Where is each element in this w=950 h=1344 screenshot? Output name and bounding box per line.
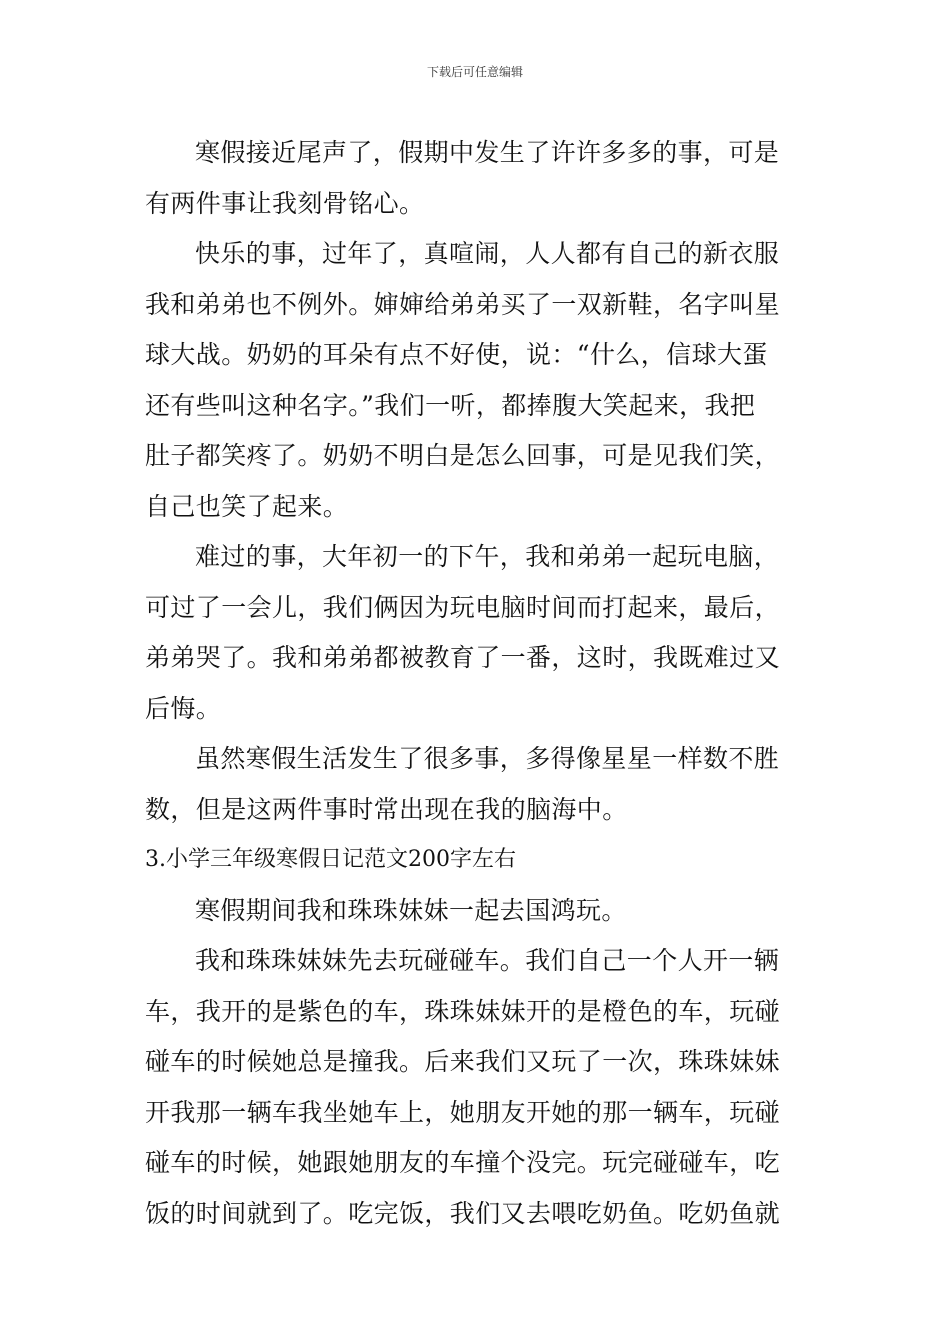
text-line: 寒假接近尾声了，假期中发生了许许多多的事，可是 <box>195 138 780 167</box>
text-line: 我和珠珠妹妹先去玩碰碰车。我们自己一个人开一辆 <box>195 946 780 975</box>
text-line: 难过的事，大年初一的下午，我和弟弟一起玩电脑， <box>195 542 780 571</box>
text-line: 自己也笑了起来。 <box>145 491 349 521</box>
text-line: 球大战。奶奶的耳朵有点不好使，说：“什么，信球大蛋 <box>145 340 768 369</box>
text-line: 有两件事让我刻骨铭心。 <box>145 188 425 218</box>
section-heading: 3.小学三年级寒假日记范文200字左右 <box>145 847 516 872</box>
page-header: 下载后可任意编辑 <box>426 65 523 79</box>
text-line: 还有些叫这种名字。”我们一听，都捧腹大笑起来，我把 <box>145 390 756 420</box>
text-line: 快乐的事，过年了，真喧闹，人人都有自己的新衣服 <box>195 239 780 268</box>
text-line: 碰车的时候她总是撞我。后来我们又玩了一次，珠珠妹妹 <box>145 1047 781 1076</box>
text-line: 肚子都笑疼了。奶奶不明白是怎么回事，可是见我们笑， <box>145 441 781 470</box>
document-body <box>145 128 810 1239</box>
text-line: 虽然寒假生活发生了很多事，多得像星星一样数不胜 <box>195 744 780 773</box>
text-line: 我和弟弟也不例外。婶婶给弟弟买了一双新鞋，名字叫星 <box>145 289 781 319</box>
text-line: 车，我开的是紫色的车，珠珠妹妹开的是橙色的车，玩碰 <box>145 996 781 1026</box>
text-line: 寒假期间我和珠珠妹妹一起去国鸿玩。 <box>195 895 627 925</box>
text-line: 可过了一会儿，我们俩因为玩电脑时间而打起来，最后， <box>145 592 781 622</box>
text-line: 碰车的时候，她跟她朋友的车撞个没完。玩完碰碰车，吃 <box>145 1148 781 1177</box>
text-line: 数，但是这两件事时常出现在我的脑海中。 <box>145 794 628 824</box>
text-line: 后悔。 <box>145 693 222 723</box>
text-line: 饭的时间就到了。吃完饭，我们又去喂吃奶鱼。吃奶鱼就 <box>145 1198 781 1228</box>
text-line: 开我那一辆车我坐她车上，她朋友开她的那一辆车，玩碰 <box>145 1097 781 1127</box>
text-line: 弟弟哭了。我和弟弟都被教育了一番，这时，我既难过又 <box>145 643 781 672</box>
